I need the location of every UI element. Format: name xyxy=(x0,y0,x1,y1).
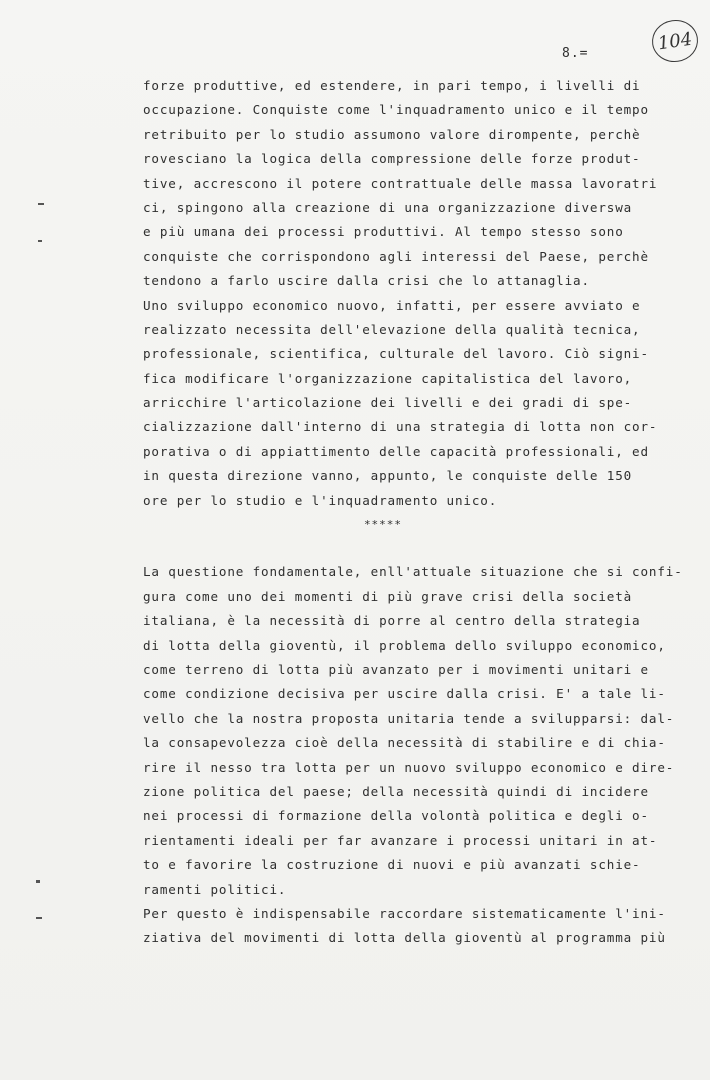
text-line: nei processi di formazione della volontà politica e degli o- xyxy=(143,808,649,824)
text-line: ci, spingono alla creazione di una organizzazione diverswa xyxy=(143,199,633,215)
text-line: in questa direzione vanno, appunto, le conquiste delle 150 xyxy=(143,468,633,484)
archive-stamp-number: 104 xyxy=(656,28,694,54)
text-line: tive, accrescono il potere contrattuale delle massa lavoratri xyxy=(143,175,658,191)
margin-mark xyxy=(36,880,40,883)
text-line: realizzato necessita dell'elevazione della qualità tecnica, xyxy=(143,321,641,337)
text-line: occupazione. Conquiste come l'inquadramento unico e il tempo xyxy=(143,102,649,118)
text-line: zione politica del paese; della necessità quindi di incidere xyxy=(143,783,649,799)
text-line: cializzazione dall'interno di una strategia di lotta non cor- xyxy=(143,419,658,435)
text-line: ramenti politici. xyxy=(143,881,287,897)
text-line: retribuito per lo studio assumono valore dirompente, perchè xyxy=(143,126,641,142)
text-line: vello che la nostra proposta unitaria tende a svilupparsi: dal- xyxy=(143,710,675,726)
text-line: ore per lo studio e l'inquadramento unico. xyxy=(143,492,498,508)
text-line: come condizione decisiva per uscire dalla crisi. E' a tale li- xyxy=(143,686,666,702)
paragraph-2 xyxy=(143,560,683,950)
margin-mark xyxy=(36,917,42,919)
text-line: la consapevolezza cioè della necessità di stabilire e di chia- xyxy=(143,735,666,751)
text-line: gura come uno dei momenti di più grave crisi della società xyxy=(143,588,633,604)
text-line: rire il nesso tra lotta per un nuovo sviluppo economico e dire- xyxy=(143,759,675,775)
text-line: e più umana dei processi produttivi. Al tempo stesso sono xyxy=(143,224,624,240)
text-line: fica modificare l'organizzazione capitalistica del lavoro, xyxy=(143,370,633,386)
text-line: Uno sviluppo economico nuovo, infatti, per essere avviato e xyxy=(143,297,641,313)
text-line: to e favorire la costruzione di nuovi e più avanzati schie- xyxy=(143,857,641,873)
text-line: tendono a farlo uscire dalla crisi che lo attanaglia. xyxy=(143,273,590,289)
page-number: 8.= xyxy=(562,46,589,61)
text-line: italiana, è la necessità di porre al centro della strategia xyxy=(143,613,641,629)
text-line: arricchire l'articolazione dei livelli e dei gradi di spe- xyxy=(143,395,633,411)
paragraph-1 xyxy=(143,74,683,513)
text-line: porativa o di appiattimento delle capacità professionali, ed xyxy=(143,443,649,459)
margin-mark xyxy=(38,203,44,205)
body-text xyxy=(143,74,683,951)
section-separator: ***** xyxy=(363,518,403,532)
archive-stamp xyxy=(649,17,700,65)
text-line: come terreno di lotta più avanzato per i movimenti unitari e xyxy=(143,661,649,677)
text-line: rovesciano la logica della compressione delle forze produt- xyxy=(143,151,641,167)
text-line: professionale, scientifica, culturale del lavoro. Ciò signi- xyxy=(143,346,649,362)
text-line: rientamenti ideali per far avanzare i processi unitari in at- xyxy=(143,832,658,848)
margin-mark xyxy=(38,240,42,242)
text-line: conquiste che corrispondono agli interessi del Paese, perchè xyxy=(143,248,649,264)
text-line: ziativa del movimenti di lotta della gioventù al programma più xyxy=(143,930,666,946)
text-line: La questione fondamentale, enll'attuale situazione che si confi- xyxy=(143,564,683,580)
text-line: di lotta della gioventù, il problema dello sviluppo economico, xyxy=(143,637,666,653)
text-line: forze produttive, ed estendere, in pari tempo, i livelli di xyxy=(143,78,641,93)
text-line: Per questo è indispensabile raccordare sistematicamente l'ini- xyxy=(143,905,666,921)
